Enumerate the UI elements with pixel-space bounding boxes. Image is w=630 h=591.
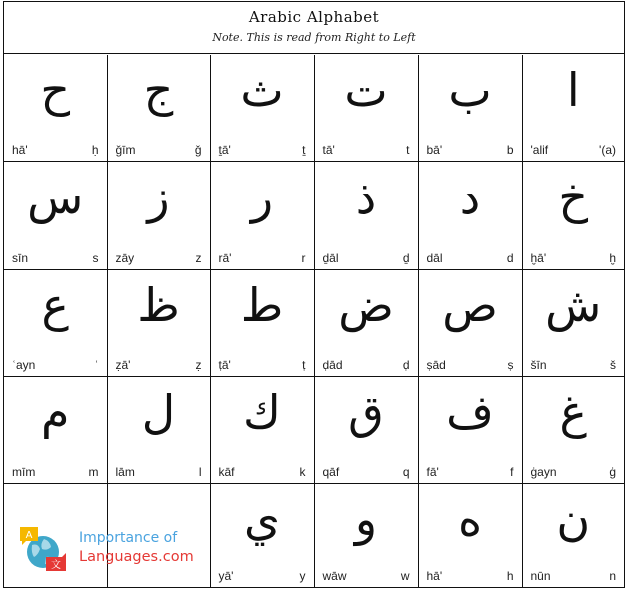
letter-cell <box>419 162 523 270</box>
letter-name: hā' <box>426 568 443 583</box>
letter-name: fā' <box>426 465 439 479</box>
letter-name: zāy <box>115 251 135 265</box>
letter-name: šīn <box>530 358 547 372</box>
letter-cell <box>315 55 419 163</box>
arabic-letter: ت <box>344 62 388 117</box>
letter-cell <box>4 162 108 270</box>
letter-transliteration: t <box>406 143 410 157</box>
arabic-letter: ث <box>240 62 284 117</box>
letter-name: ẓā' <box>115 358 131 372</box>
letter-transliteration: ḥ <box>91 143 99 157</box>
letter-cell <box>419 270 523 377</box>
letter-transliteration: k <box>299 465 306 479</box>
letter-name: qāf <box>322 465 340 479</box>
letter-transliteration: ḫ <box>609 251 616 265</box>
watermark-line-2: Languages.com <box>79 548 194 565</box>
letter-transliteration: ṯ <box>302 143 306 157</box>
arabic-letter: و <box>354 492 378 546</box>
arabic-letter: ح <box>40 62 71 117</box>
arabic-letter: ا <box>566 62 580 117</box>
letter-transliteration: z <box>195 251 202 265</box>
letter-cell <box>523 55 625 163</box>
letter-name: mīm <box>12 465 36 479</box>
letter-name: ʿayn <box>12 358 36 372</box>
letter-name: dāl <box>426 251 443 265</box>
empty-cell <box>4 484 194 587</box>
chart-title: Arabic Alphabet <box>248 8 380 26</box>
letter-cell <box>419 377 523 484</box>
letter-name: rā' <box>218 251 232 265</box>
letter-transliteration: l <box>198 465 202 479</box>
letter-transliteration: q <box>402 465 410 479</box>
arabic-letter: غ <box>559 385 587 439</box>
letter-name: hā' <box>12 143 28 157</box>
letter-name: bā' <box>426 143 443 157</box>
letter-transliteration: w <box>400 568 410 583</box>
letter-cell <box>4 55 108 163</box>
site-watermark <box>18 527 208 573</box>
arabic-letter: ر <box>250 170 274 224</box>
arabic-letter: ص <box>442 278 498 332</box>
letter-transliteration: ʿ <box>94 358 99 372</box>
arabic-letter: ض <box>338 278 394 332</box>
letter-transliteration: r <box>301 251 306 265</box>
letter-transliteration: ẓ <box>195 358 202 372</box>
arabic-letter: ع <box>41 278 69 332</box>
letter-cell <box>108 377 211 484</box>
svg-text:A: A <box>25 529 33 541</box>
arabic-letter: ذ <box>355 170 377 224</box>
letter-transliteration: b <box>506 143 514 157</box>
letter-name: sīn <box>12 251 29 265</box>
letter-cell <box>523 162 625 270</box>
arabic-letter: س <box>27 170 84 224</box>
arabic-letter: خ <box>558 170 589 224</box>
letter-transliteration: s <box>92 251 99 265</box>
letter-cell <box>211 484 315 587</box>
alphabet-chart <box>3 1 625 588</box>
arabic-letter: ب <box>448 62 492 117</box>
letter-name: lām <box>115 465 135 479</box>
letter-cell <box>108 162 211 270</box>
letter-transliteration: ḏ <box>402 251 410 265</box>
letter-name: ṯā' <box>218 143 231 157</box>
letter-cell <box>523 270 625 377</box>
letter-cell <box>523 377 625 484</box>
letter-name: ġayn <box>530 465 557 479</box>
arabic-letter: ل <box>141 385 176 439</box>
letter-transliteration: ḍ <box>402 358 410 372</box>
letter-cell <box>315 484 419 587</box>
letter-transliteration: d <box>506 251 514 265</box>
letter-name: ṣād <box>426 358 446 372</box>
letter-cell <box>211 55 315 163</box>
arabic-letter: م <box>41 385 70 439</box>
letter-name: ṭā' <box>218 358 231 372</box>
letter-transliteration: š <box>610 358 616 372</box>
letter-cell <box>108 270 211 377</box>
letter-cell <box>315 377 419 484</box>
arabic-letter: ي <box>243 492 280 546</box>
letter-name: ḍād <box>322 358 343 372</box>
letter-name: 'alif <box>530 143 549 157</box>
letter-cell <box>211 377 315 484</box>
letter-name: ḏāl <box>322 251 339 265</box>
letter-transliteration: ġ <box>609 465 616 479</box>
letter-transliteration: '(a) <box>599 143 616 157</box>
letter-cell <box>419 484 523 587</box>
letter-transliteration: f <box>510 465 514 479</box>
chart-header <box>4 2 624 54</box>
arabic-letter: ك <box>243 385 281 439</box>
svg-text:文: 文 <box>51 559 61 571</box>
letter-name: nūn <box>530 568 551 583</box>
arabic-letter: ط <box>240 278 284 332</box>
letter-name: tā' <box>322 143 335 157</box>
letter-cell <box>523 484 625 587</box>
arabic-letter: ش <box>545 278 602 332</box>
letter-cell <box>211 270 315 377</box>
letter-transliteration: ǧ <box>194 143 202 157</box>
letter-cell <box>419 55 523 163</box>
letter-name: wāw <box>322 568 347 583</box>
arabic-letter: ن <box>556 492 591 546</box>
translate-globe-icon <box>18 527 68 573</box>
arabic-letter: ظ <box>137 278 180 332</box>
letter-cell <box>315 162 419 270</box>
letter-name: kāf <box>218 465 235 479</box>
letter-transliteration: ṣ <box>507 358 514 372</box>
letter-cell <box>315 270 419 377</box>
letter-transliteration: m <box>88 465 99 479</box>
letter-name: ǧīm <box>115 143 136 157</box>
arabic-letter: ه <box>457 492 483 546</box>
letter-transliteration: n <box>609 568 616 583</box>
letter-cell <box>211 162 315 270</box>
letter-name: yā' <box>218 568 234 583</box>
letter-cell <box>4 270 108 377</box>
arabic-letter: د <box>459 170 481 224</box>
letter-transliteration: y <box>299 568 306 583</box>
letter-transliteration: h <box>506 568 514 583</box>
letter-grid <box>4 55 624 587</box>
reading-direction-note: Note. This is read from Right to Left <box>212 31 416 44</box>
arabic-letter: ف <box>446 385 494 439</box>
arabic-letter: ق <box>348 385 384 439</box>
arabic-letter: ج <box>143 62 174 117</box>
letter-cell <box>4 377 108 484</box>
letter-cell <box>108 55 211 163</box>
letter-name: ḫā' <box>530 251 547 265</box>
arabic-letter: ز <box>147 170 170 224</box>
watermark-line-1: Importance of <box>79 529 178 546</box>
letter-transliteration: ṭ <box>302 358 306 372</box>
